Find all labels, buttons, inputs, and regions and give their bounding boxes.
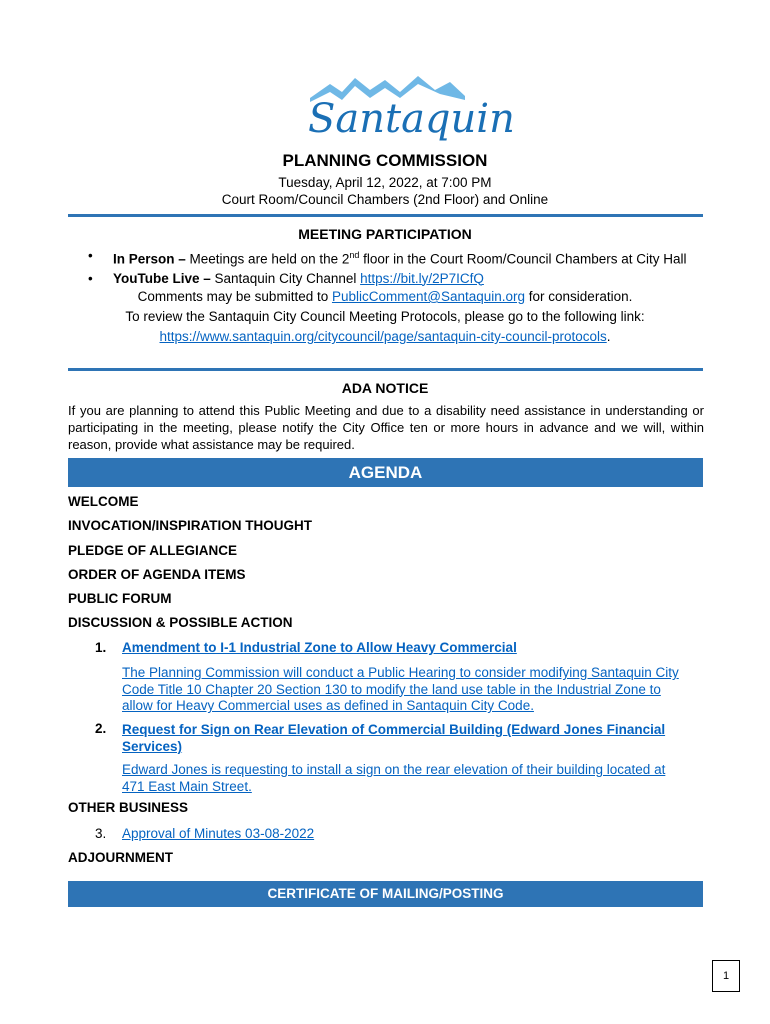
in-person-text: Meetings are held on the 2 (185, 251, 350, 267)
desc-line: 471 East Main Street. (122, 778, 252, 794)
ada-body: If you are planning to attend this Public Meeting and due to a disability need assistance in understanding or participating in the meeting, please notify the City Office ten or more hours in advance and we will, within reason, provide what assistance may be required. (68, 403, 704, 452)
participation-list (88, 246, 708, 288)
item-2-description[interactable] (122, 762, 665, 795)
agenda-heading: AGENDA (68, 458, 703, 487)
certificate-heading: CERTIFICATE OF MAILING/POSTING (68, 881, 703, 907)
page-title: PLANNING COMMISSION (282, 151, 488, 170)
youtube-link[interactable]: https://bit.ly/2P7ICfQ (360, 270, 484, 286)
title-line: Services) (122, 739, 183, 754)
santaquin-logo (300, 70, 515, 150)
comments-text-b: for consideration. (525, 289, 633, 304)
agenda-other-business: OTHER BUSINESS (68, 800, 189, 815)
item-number: 1. (95, 640, 107, 655)
agenda-order: ORDER OF AGENDA ITEMS (68, 567, 246, 582)
participation-heading: MEETING PARTICIPATION (298, 226, 472, 242)
agenda-discussion: DISCUSSION & POSSIBLE ACTION (68, 615, 293, 630)
protocols-link[interactable]: https://www.santaquin.org/citycouncil/page/santaquin-city-council-protocols (159, 329, 607, 344)
superscript: nd (349, 250, 360, 260)
agenda-public-forum: PUBLIC FORUM (68, 591, 172, 606)
title-line: Request for Sign on Rear Elevation of Commercial Building (Edward Jones Financial (122, 722, 666, 737)
desc-line: Code Title 10 Chapter 20 Section 130 to modify the land use table in the Industrial Zone to (122, 681, 661, 697)
meeting-date: Tuesday, April 12, 2022, at 7:00 PM (278, 175, 492, 190)
item-number: 3. (95, 826, 107, 841)
ada-heading: ADA NOTICE (341, 380, 429, 396)
desc-line: Edward Jones is requesting to install a sign on the rear elevation of their building located at (122, 762, 666, 777)
protocols-text: To review the Santaquin City Council Meeting Protocols, please go to the following link: (125, 309, 645, 324)
agenda-adjournment: ADJOURNMENT (68, 850, 174, 865)
minutes-link[interactable]: Approval of Minutes 03-08-2022 (122, 826, 315, 841)
agenda-pledge: PLEDGE OF ALLEGIANCE (68, 543, 238, 558)
item-2-link[interactable] (122, 721, 665, 755)
logo-text: Santaquin (308, 96, 515, 142)
item-number: 2. (95, 721, 107, 736)
youtube-text: Santaquin City Channel (210, 270, 361, 286)
desc-line: allow for Heavy Commercial uses as defined in Santaquin City Code. (122, 698, 534, 713)
divider (68, 368, 703, 371)
meeting-location: Court Room/Council Chambers (2nd Floor) and Online (221, 192, 549, 207)
agenda-invocation: INVOCATION/INSPIRATION THOUGHT (68, 518, 312, 533)
list-item (88, 246, 708, 269)
desc-line: The Planning Commission will conduct a Public Hearing to consider modifying Santaquin City (122, 665, 679, 680)
divider (68, 214, 703, 217)
in-person-text-b: floor in the Court Room/Council Chambers at City Hall (359, 251, 687, 267)
in-person-label: In Person – (113, 251, 186, 267)
item-1-link[interactable]: Amendment to I-1 Industrial Zone to Allow Heavy Commercial (122, 640, 517, 655)
agenda-welcome: WELCOME (68, 494, 139, 509)
page-number: 1 (712, 960, 740, 992)
list-item (88, 269, 708, 288)
public-comment-email-link[interactable]: PublicComment@Santaquin.org (331, 289, 526, 304)
comments-line (0, 289, 770, 304)
item-1-description[interactable] (122, 665, 679, 715)
youtube-label: YouTube Live – (113, 270, 211, 286)
period: . (606, 329, 611, 344)
protocols-line (0, 329, 770, 344)
comments-text: Comments may be submitted to (137, 289, 332, 304)
